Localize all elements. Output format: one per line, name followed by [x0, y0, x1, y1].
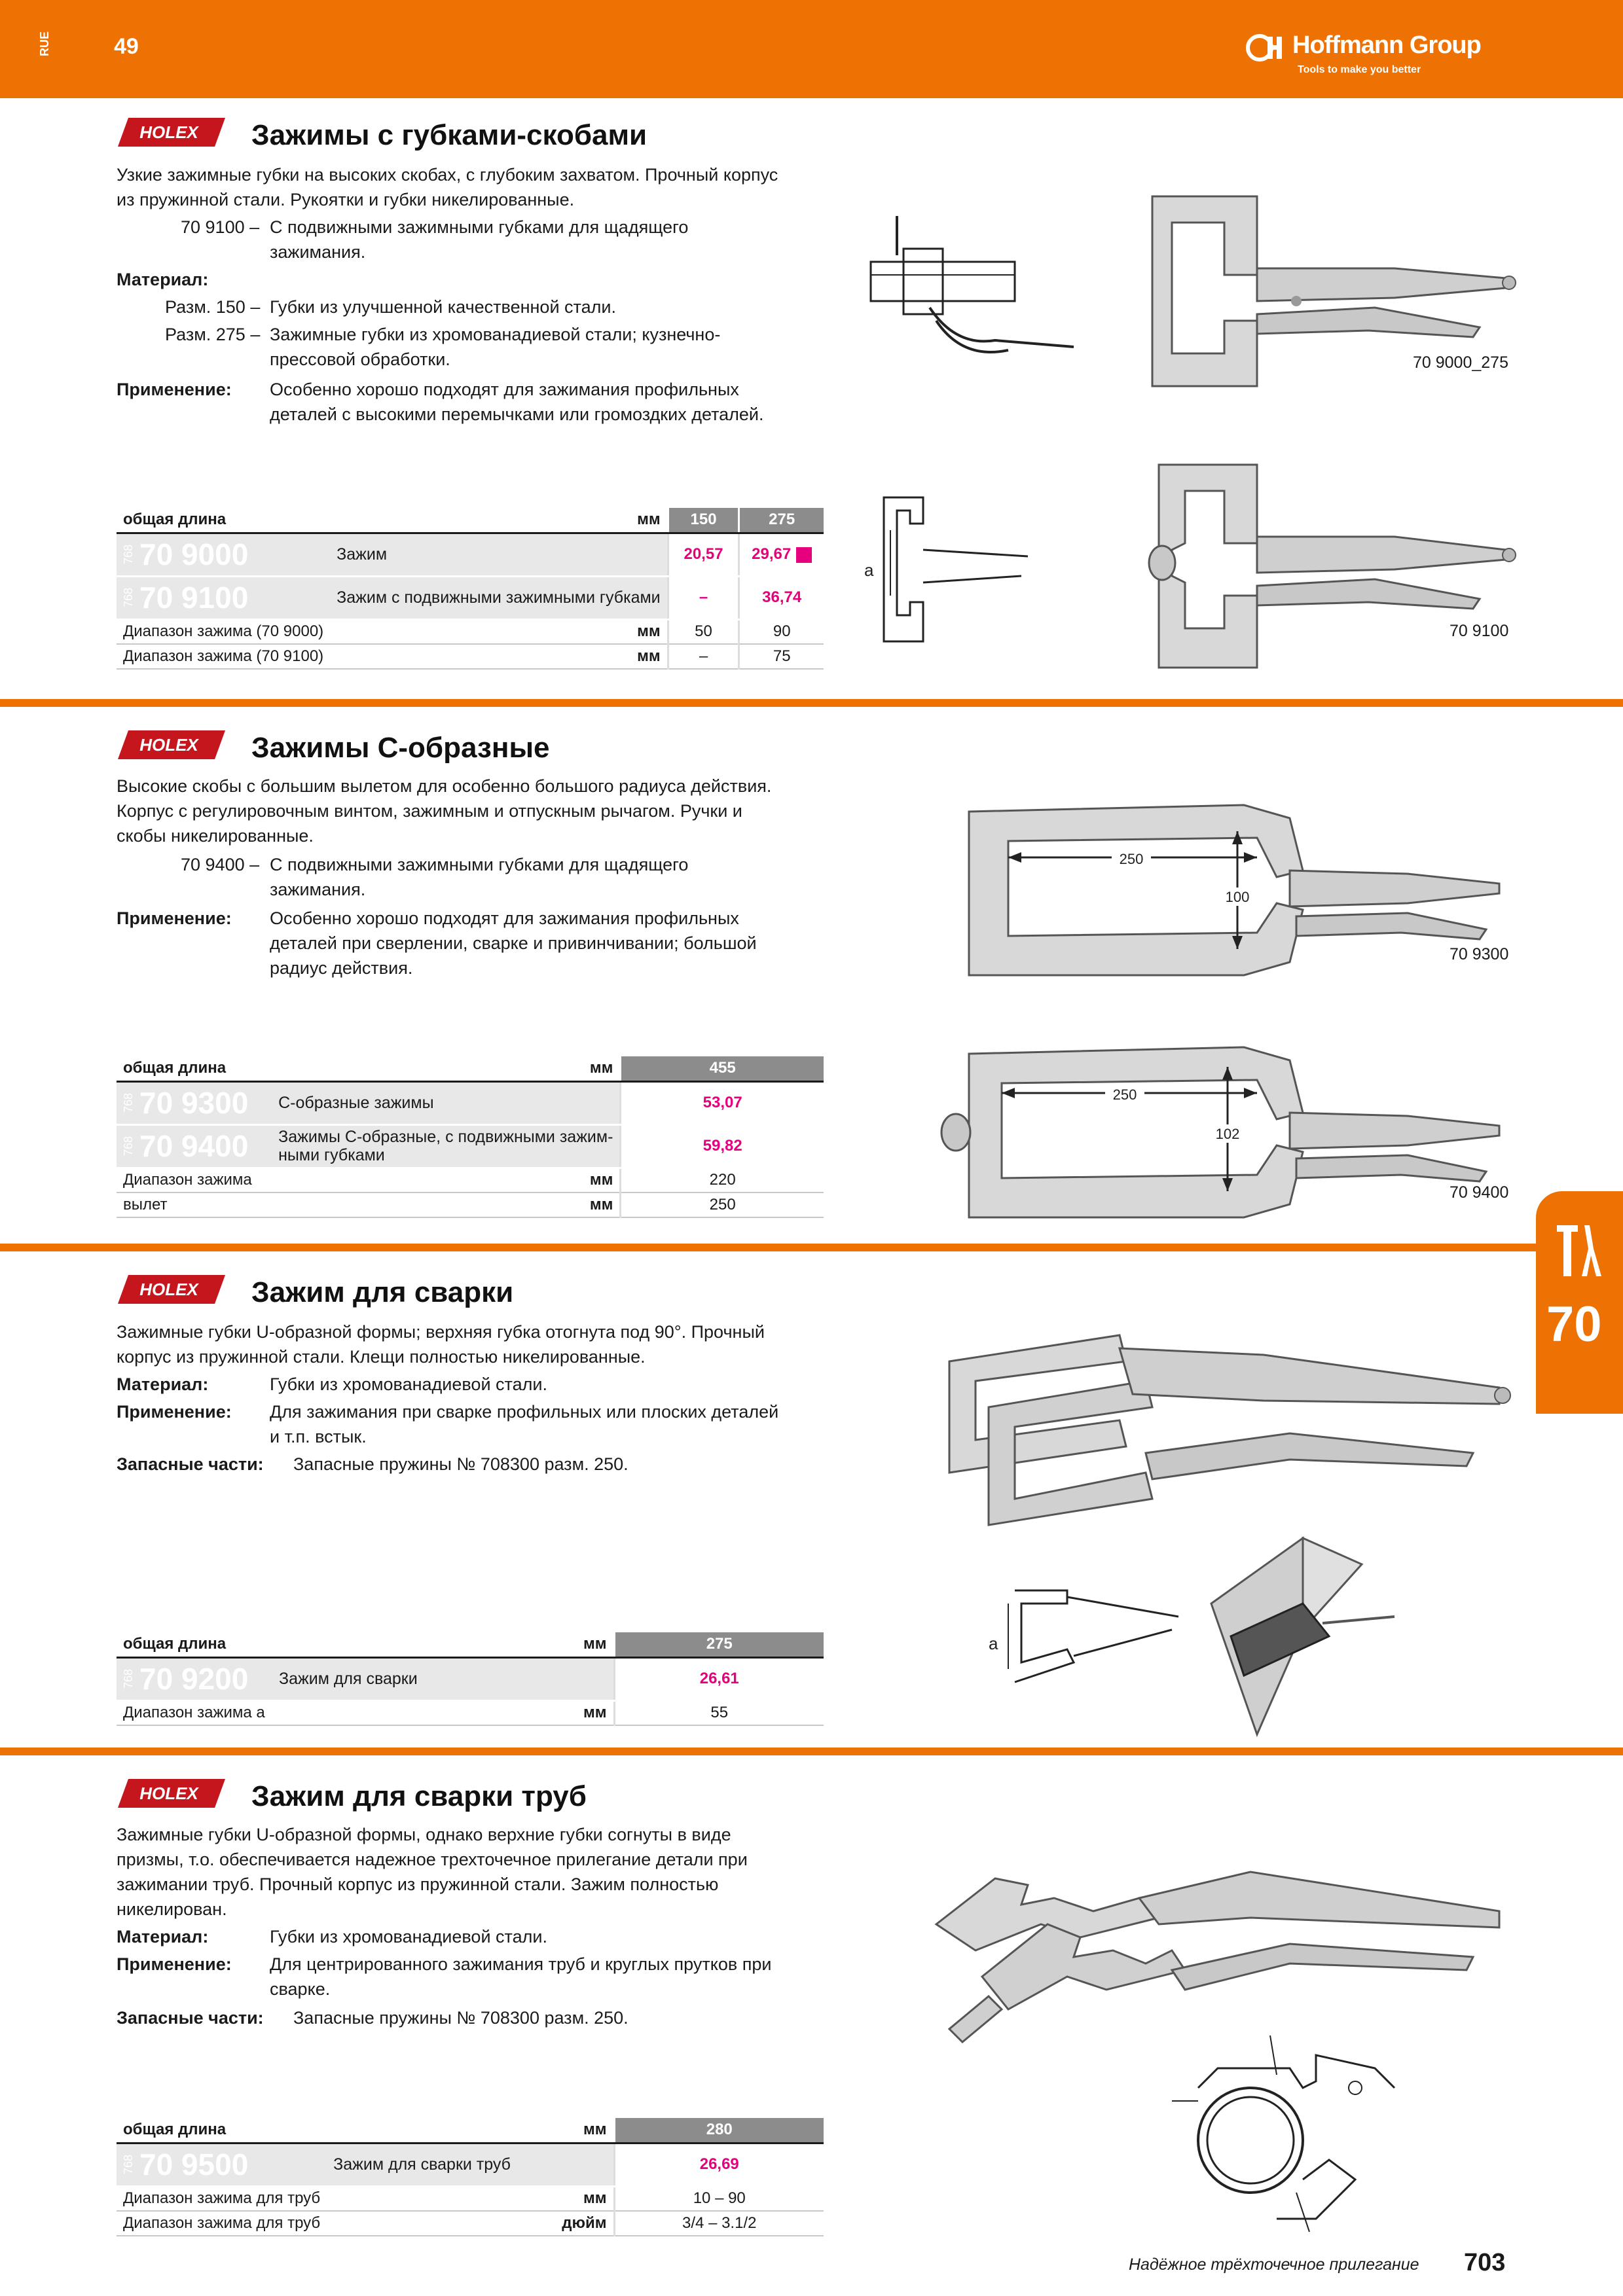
pipe-welding-clamp-70-9500-icon	[923, 1846, 1512, 2049]
material-line: Губки из хромованадиевой стали.	[270, 1927, 547, 1946]
article-number: 70 9200	[139, 1662, 249, 1696]
usage-line: сварке.	[270, 1979, 331, 1999]
size-header: 455	[621, 1056, 824, 1081]
price-cell	[739, 533, 824, 576]
variant-line: зажимания.	[270, 880, 366, 899]
section-title: Зажимы с губками-скобами	[251, 119, 647, 151]
article-row	[117, 1081, 824, 1124]
value: –	[668, 644, 739, 669]
dimension-label: 100	[1225, 889, 1250, 905]
material-line: Зажимные губки из хромованадиевой стали; кузнечно-	[270, 325, 721, 344]
dimension-label: a	[864, 560, 874, 580]
brand-name: Hoffmann Group	[1292, 31, 1481, 59]
variant-label: 70 9400 –	[181, 855, 260, 874]
description-line: никелирован.	[117, 1899, 227, 1919]
material-label: Материал:	[117, 1927, 209, 1946]
price: 36,74	[739, 576, 824, 619]
usage-line: и т.п. встык.	[270, 1427, 367, 1446]
price: 26,69	[614, 2143, 824, 2186]
usage-line: Особенно хорошо подходят для зажимания профильных	[270, 908, 739, 928]
top-bar	[0, 0, 1623, 98]
article-prefix: 768	[122, 1136, 135, 1157]
variant-line: С подвижными зажимными губками для щадящего	[270, 855, 689, 874]
unit: мм	[555, 2186, 614, 2211]
article-number: 70 9500	[139, 2147, 249, 2181]
description-line: Узкие зажимные губки на высоких скобах, с глубоким захватом. Прочный корпус	[117, 165, 778, 185]
welding-usage-illustration-icon	[1205, 1525, 1401, 1741]
spec-table	[117, 2118, 824, 2236]
article-row	[117, 1657, 824, 1700]
catalog-page-number: 49	[114, 34, 139, 59]
article-name-line: Зажимы С-образные, с подвижными зажим-	[278, 1128, 613, 1146]
row-label: Диапазон зажима	[117, 1168, 272, 1193]
image-label: 70 9000_275	[1413, 353, 1508, 372]
article-name: С-образные зажимы	[272, 1081, 621, 1124]
image-caption: Надёжное трёхточечное прилегание	[1129, 2255, 1419, 2274]
section-divider	[0, 1244, 1623, 1251]
usage-line: Для зажимания при сварке профильных или плоских деталей	[270, 1402, 779, 1422]
svg-text:HOLEX: HOLEX	[139, 1280, 198, 1299]
usage-label: Применение:	[117, 1402, 232, 1422]
unit: мм	[555, 2118, 614, 2143]
language-code: RUE	[38, 31, 51, 57]
material-label: Материал:	[117, 1374, 209, 1394]
section-divider	[0, 699, 1623, 707]
article-name: Зажим с подвижными зажимными губками	[330, 576, 668, 619]
description-line: призмы, т.о. обеспечивается надежное трехточечное прилегание детали при	[117, 1850, 748, 1869]
value: 220	[621, 1168, 824, 1193]
unit: мм	[568, 1632, 614, 1657]
image-label: 70 9100	[1450, 622, 1509, 640]
value: 250	[621, 1193, 824, 1217]
price: 59,82	[621, 1124, 824, 1168]
article-name-line: ными губками	[278, 1146, 385, 1164]
usage-illustration-icon	[864, 209, 1080, 367]
value: 75	[739, 644, 824, 669]
description-line: Зажимные губки U-образной формы, однако верхние губки согнуты в виде	[117, 1825, 731, 1844]
size-header: 150	[668, 508, 739, 533]
article-name: Зажим	[330, 533, 668, 576]
usage-line: Особенно хорошо подходят для зажимания профильных	[270, 380, 739, 399]
dimension-label: 102	[1215, 1126, 1240, 1142]
section-title: Зажимы С-образные	[251, 732, 550, 764]
article-prefix: 768	[122, 587, 135, 608]
usage-line: радиус действия.	[270, 958, 413, 978]
unit: мм	[575, 1056, 621, 1081]
clamp-70-9100-icon	[1113, 452, 1519, 681]
tools-chapter-icon	[1554, 1223, 1607, 1279]
variant-label: 70 9100 –	[181, 217, 260, 237]
spare-parts-line: Запасные пружины № 708300 разм. 250.	[293, 1454, 629, 1474]
usage-label: Применение:	[117, 1954, 232, 1974]
usage-label: Применение:	[117, 908, 232, 928]
section-divider	[0, 1748, 1623, 1755]
svg-text:HOLEX: HOLEX	[139, 122, 198, 142]
svg-text:HOLEX: HOLEX	[139, 1784, 198, 1803]
description-line: Высокие скобы с большим вылетом для особенно большого радиуса действия.	[117, 776, 772, 796]
chapter-tab[interactable]	[1536, 1191, 1623, 1414]
article-prefix: 768	[122, 2154, 135, 2175]
size-header: 275	[739, 508, 824, 533]
row-label: вылет	[117, 1193, 272, 1217]
row-label: Диапазон зажима для труб	[117, 2211, 327, 2236]
stock-square-icon	[796, 547, 812, 563]
article-row	[117, 533, 824, 576]
holex-badge-icon	[117, 728, 227, 762]
article-row	[117, 1124, 824, 1168]
chapter-number: 70	[1546, 1297, 1602, 1352]
dimension-label: a	[989, 1634, 998, 1653]
article-row	[117, 2143, 824, 2186]
material-line: Губки из улучшенной качественной стали.	[270, 297, 616, 317]
length-label: общая длина	[117, 2118, 327, 2143]
length-label: общая длина	[117, 1056, 272, 1081]
price: –	[668, 576, 739, 619]
article-name: Зажим для сварки труб	[327, 2143, 614, 2186]
material-label: Материал:	[117, 270, 209, 289]
description-line: Корпус с регулировочным винтом, зажимным и отпускным рычагом. Ручки и	[117, 801, 742, 821]
article-number: 70 9300	[139, 1086, 249, 1120]
section-title: Зажим для сварки	[251, 1276, 514, 1308]
clamp-70-9300-icon	[949, 792, 1519, 995]
unit: мм	[622, 508, 668, 533]
description-line: из пружинной стали. Рукоятки и губки никелированные.	[117, 190, 575, 209]
value: 3/4 – 3.1/2	[614, 2211, 824, 2236]
unit: мм	[575, 1168, 621, 1193]
article-prefix: 768	[122, 1092, 135, 1113]
unit: мм	[622, 619, 668, 644]
clamp-70-9400-icon	[923, 1034, 1519, 1230]
size-header: 275	[614, 1632, 824, 1657]
unit: мм	[622, 644, 668, 669]
article-number: 70 9000	[139, 537, 249, 571]
variant-line: С подвижными зажимными губками для щадящего	[270, 217, 689, 237]
description-line: корпус из пружинной стали. Клещи полностью никелированные.	[117, 1347, 646, 1367]
brand-tagline: Tools to make you better	[1298, 64, 1421, 75]
spec-table	[117, 508, 824, 670]
unit: мм	[568, 1700, 614, 1725]
spare-parts-label: Запасные части:	[117, 2008, 264, 2028]
unit: дюйм	[555, 2211, 614, 2236]
value: 50	[668, 619, 739, 644]
dimension-label: 250	[1119, 851, 1144, 867]
article-name: Зажим для сварки	[272, 1657, 614, 1700]
dimension-drawing-icon	[864, 484, 1034, 655]
price: 53,07	[621, 1081, 824, 1124]
spare-parts-label: Запасные части:	[117, 1454, 264, 1474]
article-prefix: 768	[122, 544, 135, 565]
article-name	[272, 1124, 621, 1168]
length-label: общая длина	[117, 1632, 272, 1657]
size-header: 280	[614, 2118, 824, 2143]
holex-badge-icon	[117, 115, 227, 149]
unit: мм	[575, 1193, 621, 1217]
variant-line: зажимания.	[270, 242, 366, 262]
material-size-label: Разм. 150 –	[165, 297, 261, 317]
image-label: 70 9300	[1450, 945, 1509, 963]
dimension-label: 250	[1112, 1086, 1137, 1103]
material-line: Губки из хромованадиевой стали.	[270, 1374, 547, 1394]
spec-table	[117, 1056, 824, 1218]
section-title: Зажим для сварки труб	[251, 1780, 587, 1812]
image-label: 70 9400	[1450, 1183, 1509, 1202]
svg-text:HOLEX: HOLEX	[139, 735, 198, 755]
usage-line: деталей с высокими перемычками или громоздких деталей.	[270, 404, 764, 424]
spec-table	[117, 1632, 824, 1726]
article-number: 70 9100	[139, 581, 249, 615]
usage-label: Применение:	[117, 380, 232, 399]
welding-clamp-70-9200-icon	[923, 1322, 1512, 1538]
length-label: общая длина	[117, 508, 330, 533]
holex-badge-icon	[117, 1776, 227, 1810]
description-line: Зажимные губки U-образной формы; верхняя губка отогнута под 90°. Прочный	[117, 1322, 765, 1342]
description-line: зажимании труб. Прочный корпус из пружинной стали. Зажим полностью	[117, 1874, 719, 1894]
hoffmann-logo-icon	[1245, 33, 1288, 63]
spare-parts-line: Запасные пружины № 708300 разм. 250.	[293, 2008, 629, 2028]
row-label: Диапазон зажима а	[117, 1700, 272, 1725]
row-label: Диапазон зажима (70 9100)	[117, 644, 330, 669]
price: 29,67	[752, 545, 792, 563]
usage-line: деталей при сверлении, сварке и привинчивании; большой	[270, 933, 757, 953]
material-line: прессовой обработки.	[270, 350, 450, 369]
material-size-label: Разм. 275 –	[165, 325, 261, 344]
article-prefix: 768	[122, 1668, 135, 1689]
value: 10 – 90	[614, 2186, 824, 2211]
holex-badge-icon	[117, 1272, 227, 1306]
description-line: скобы никелированные.	[117, 826, 314, 846]
article-number: 70 9400	[139, 1129, 249, 1163]
clamp-70-9000-icon	[1113, 183, 1519, 406]
value: 90	[739, 619, 824, 644]
row-label: Диапазон зажима для труб	[117, 2186, 327, 2211]
page-number: 703	[1464, 2249, 1506, 2276]
price: 26,61	[614, 1657, 824, 1700]
three-point-contact-drawing-icon	[1159, 2029, 1408, 2238]
value: 55	[614, 1700, 824, 1725]
welding-dimension-drawing-icon	[982, 1577, 1185, 1689]
article-row	[117, 576, 824, 619]
usage-line: Для центрированного зажимания труб и круглых прутков при	[270, 1954, 772, 1974]
price: 20,57	[668, 533, 739, 576]
brand	[1245, 27, 1507, 80]
row-label: Диапазон зажима (70 9000)	[117, 619, 330, 644]
